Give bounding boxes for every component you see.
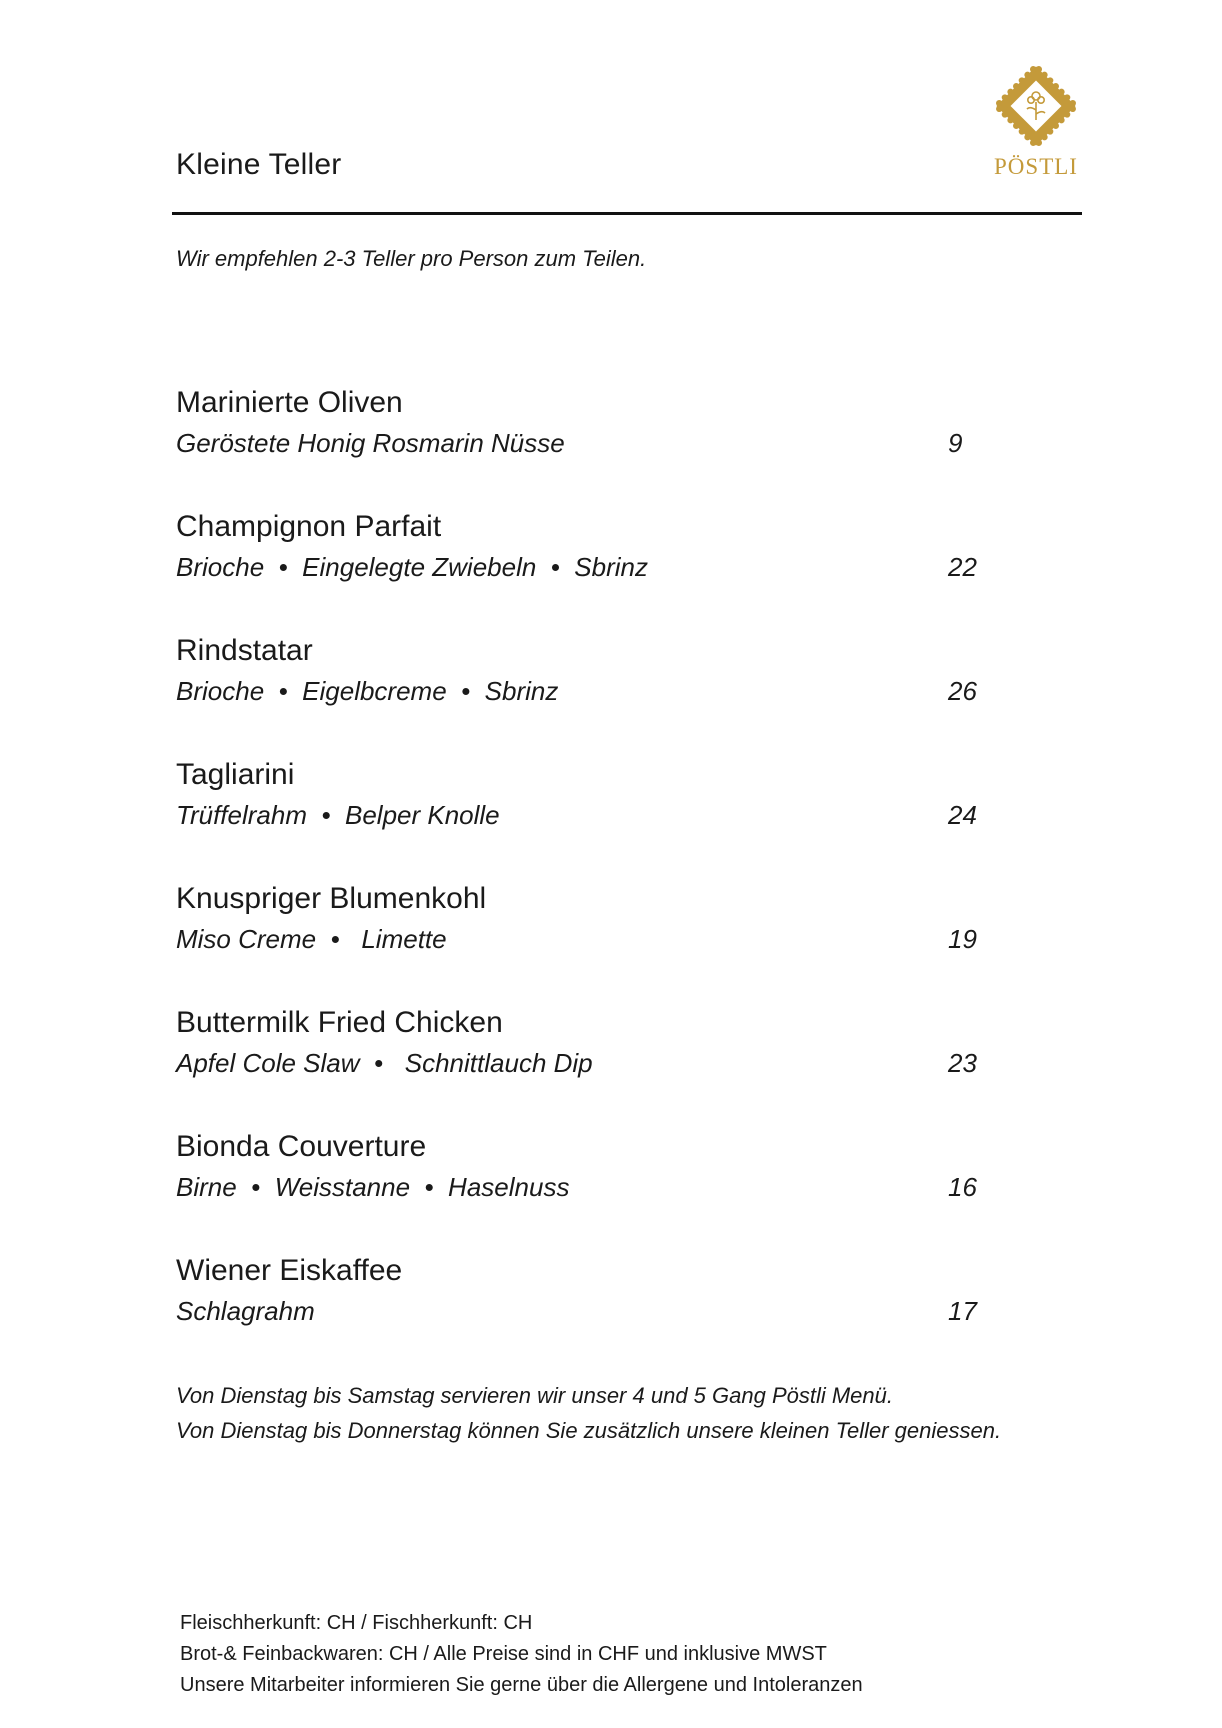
dish-price: 22: [948, 552, 977, 582]
dish-price: 17: [948, 1296, 977, 1326]
dish-description: Birne • Weisstanne • Haselnuss: [176, 1172, 570, 1202]
dish-price: 16: [948, 1172, 977, 1202]
dish-item: [176, 632, 996, 756]
dish-item: [176, 756, 996, 880]
dish-name: Tagliarini: [176, 758, 295, 791]
dish-name: Champignon Parfait: [176, 510, 442, 543]
footer-line: Fleischherkunft: CH / Fischherkunft: CH: [180, 1612, 533, 1634]
intro-text: Wir empfehlen 2-3 Teller pro Person zum Teilen.: [176, 246, 647, 271]
dish-description: Brioche • Eigelbcreme • Sbrinz: [176, 676, 559, 706]
dish-description: Trüffelrahm • Belper Knolle: [176, 800, 500, 830]
stamp-flower-icon: [992, 62, 1080, 150]
footer-line: Unsere Mitarbeiter informieren Sie gerne über die Allergene und Intoleranzen: [180, 1674, 863, 1696]
dish-name: Buttermilk Fried Chicken: [176, 1006, 503, 1039]
service-note: [176, 1378, 1001, 1448]
dish-name: Rindstatar: [176, 634, 313, 667]
dish-item: [176, 384, 996, 508]
dish-description: Brioche • Eingelegte Zwiebeln • Sbrinz: [176, 552, 648, 582]
logo-wordmark: PÖSTLI: [994, 154, 1078, 179]
dish-name: Knuspriger Blumenkohl: [176, 882, 487, 915]
service-note-line: Von Dienstag bis Donnerstag können Sie zusätzlich unsere kleinen Teller geniessen.: [176, 1418, 1002, 1443]
restaurant-logo: [986, 62, 1086, 188]
dish-price: 26: [948, 676, 977, 706]
dish-name: Bionda Couverture: [176, 1130, 427, 1163]
dish-list: [176, 384, 996, 1376]
dish-description: Schlagrahm: [176, 1296, 315, 1326]
dish-description: Miso Creme • Limette: [176, 924, 447, 954]
dish-item: [176, 508, 996, 632]
dish-price: 24: [948, 800, 977, 830]
page-title: Kleine Teller: [176, 148, 342, 181]
dish-item: [176, 1004, 996, 1128]
service-note-line: Von Dienstag bis Samstag servieren wir unser 4 und 5 Gang Pöstli Menü.: [176, 1383, 893, 1408]
dish-name: Wiener Eiskaffee: [176, 1254, 403, 1287]
footer-info: [180, 1608, 863, 1701]
dish-item: [176, 1252, 996, 1376]
dish-item: [176, 1128, 996, 1252]
dish-description: Apfel Cole Slaw • Schnittlauch Dip: [176, 1048, 593, 1078]
dish-name: Marinierte Oliven: [176, 386, 403, 419]
dish-price: 19: [948, 924, 977, 954]
dish-price: 23: [948, 1048, 977, 1078]
dish-description: Geröstete Honig Rosmarin Nüsse: [176, 428, 565, 458]
dish-price: 9: [948, 428, 963, 458]
header-divider: [172, 212, 1082, 215]
dish-item: [176, 880, 996, 1004]
footer-line: Brot-& Feinbackwaren: CH / Alle Preise sind in CHF und inklusive MWST: [180, 1643, 827, 1665]
